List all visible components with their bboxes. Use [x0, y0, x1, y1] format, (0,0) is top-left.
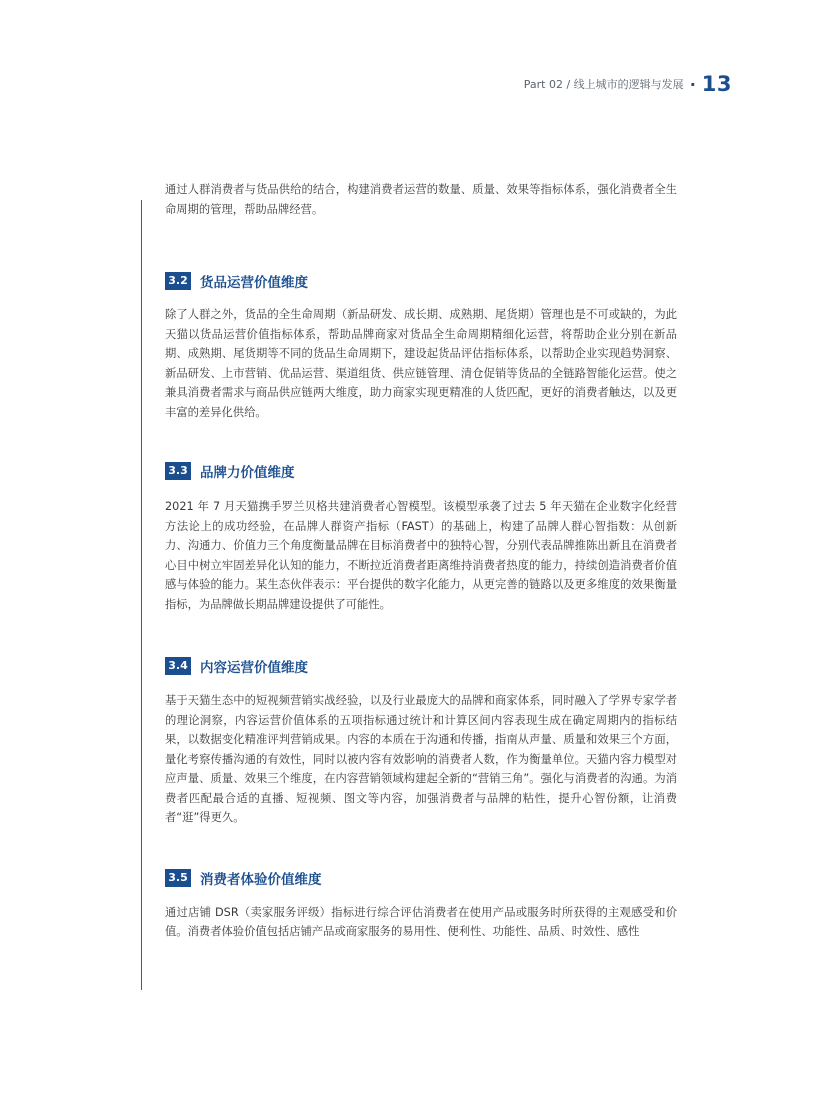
part-label: Part 02 / 线上城市的逻辑与发展: [523, 78, 684, 91]
section-title: 品牌力价值维度: [200, 465, 295, 481]
section-body-3-5: 通过店铺 DSR（卖家服务评级）指标进行综合评估消费者在使用产品或服务时所获得的主观感受和价值。消费者体验价值包括店铺产品或商家服务的易用性、便利性、功能性、品质、时效性、感性: [165, 905, 677, 938]
intro-paragraph: 通过人群消费者与货品供给的结合，构建消费者运营的数量、质量、效果等指标体系，强化消费者全生命周期的管理，帮助品牌经营。: [165, 183, 677, 216]
section-heading-3-4: [165, 656, 677, 676]
header-separator: ·: [689, 74, 696, 94]
section-number-badge: 3.3: [165, 462, 191, 480]
section-number-badge: 3.4: [165, 657, 191, 675]
page-content: [165, 180, 677, 942]
page-header: [524, 72, 732, 96]
section-number-badge: 3.5: [165, 869, 191, 887]
section-title: 货品运营价值维度: [200, 275, 308, 291]
section-heading-3-3: [165, 461, 677, 481]
section-heading-3-2: [165, 271, 677, 291]
section-body-3-2: 除了人群之外，货品的全生命周期（新品研发、成长期、成熟期、尾货期）管理也是不可或缺的，为此天猫以货品运营价值指标体系，帮助品牌商家对货品全生命周期精细化运营，将帮助企业分别在新品期、成熟期、尾货期等不同的货品生命周期下，建设起货品评估指标体系，以帮助企业实现趋势洞察、新品研发、上市营销、优品运营、渠道组货、供应链管理、清仓促销等货品的全链路智能化运营。使之兼具消费者需求与商品供应链两大维度，助力商家实现更精准的人货匹配，更好的消费者触达，以及更丰富的差异化供给。: [165, 308, 677, 419]
page-number: 13: [701, 72, 732, 96]
section-body-3-4: 基于天猫生态中的短视频营销实战经验，以及行业最庞大的品牌和商家体系，同时融入了学界专家学者的理论洞察，内容运营价值体系的五项指标通过统计和计算区间内容表现生成在确定周期内的指标结果，以数据变化精准评判营销成果。内容的本质在于沟通和传播，指南从声量、质量和效果三个方面，量化考察传播沟通的有效性，同时以被内容有效影响的消费者人数，作为衡量单位。天猫内容力模型对应声量、质量、效果三个维度，在内容营销领域构建起全新的“营销三角”。强化与消费者的沟通。为消费者匹配最合适的直播、短视频、图文等内容，加强消费者与品牌的粘性，提升心智份额，让消费者“逛”得更久。: [165, 694, 677, 824]
section-title: 内容运营价值维度: [200, 660, 308, 676]
section-heading-3-5: [165, 868, 677, 888]
section-number-badge: 3.2: [165, 272, 191, 290]
section-title: 消费者体验价值维度: [200, 871, 322, 888]
section-body-3-3: 2021 年 7 月天猫携手罗兰贝格共建消费者心智模型。该模型承袭了过去 5 年天猫在企业数字化经营方法论上的成功经验，在品牌人群资产指标（FAST）的基础上，构建了品牌人群心智指数：从创新力、沟通力、价值力三个角度衡量品牌在目标消费者中的独特心智，分别代表品牌推陈出新且在消费者心目中树立牢固差异化认知的能力，不断拉近消费者距离维持消费者热度的能力，持续创造消费者价值感与体验的能力。某生态伙伴表示：平台提供的数字化能力，从更完善的链路以及更多维度的效果衡量指标，为品牌做长期品牌建设提供了可能性。: [165, 500, 677, 611]
vertical-rule: [141, 200, 142, 990]
